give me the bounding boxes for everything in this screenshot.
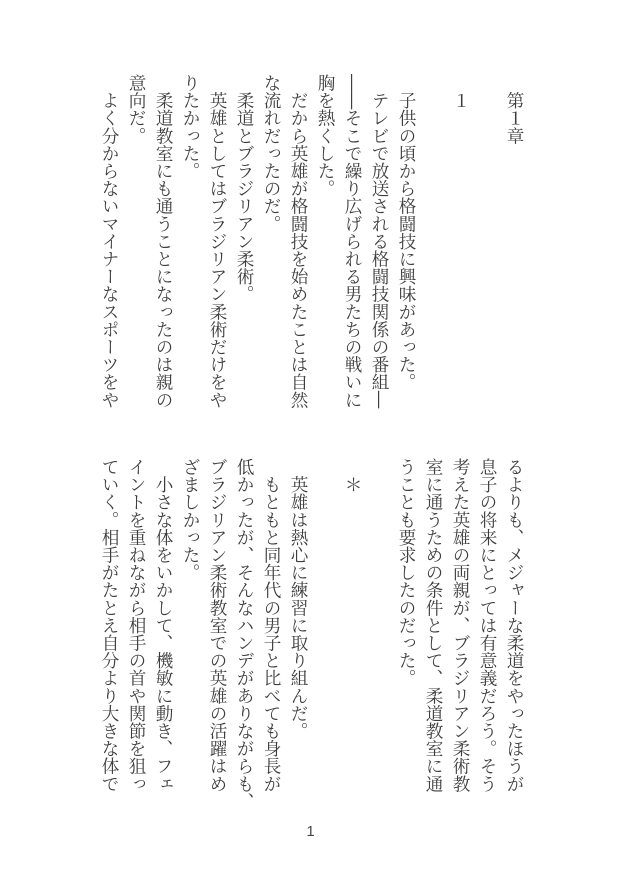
text-column: イントを重ねながら相手の首や関節を狙っ [127, 458, 147, 793]
text-column: 小さな体をいかして、機敏に動き、フェ [154, 458, 174, 793]
text-column: ――そこで繰り広げられる男たちの戦いに [343, 74, 363, 409]
text-column: 子供の頃から格闘技に興味があった。 [397, 74, 417, 391]
text-column: な流れだったのだ。 [262, 74, 282, 233]
text-column: ていく。相手がたとえ自分より大きな体で [100, 458, 120, 793]
text-column: １ [451, 74, 471, 110]
text-column: 第１章 [505, 74, 525, 145]
text-column [474, 74, 501, 409]
text-column: 低かったが、そんなハンデがありながらも、 [235, 458, 255, 810]
text-column [420, 74, 447, 409]
text-column: りたかった。 [181, 74, 201, 180]
text-column: ＊ [343, 458, 363, 494]
text-column: 柔道とブラジリアン柔術。 [235, 74, 255, 303]
page-number: 1 [306, 823, 315, 840]
text-column: ざましかった。 [181, 458, 201, 582]
text-column: 柔道教室にも通うことになったのは親の [154, 74, 174, 409]
text-column: もともと同年代の男子と比べても身長が [262, 458, 282, 793]
bottom-text-block [96, 458, 528, 810]
text-column: よく分からないマイナーなスポーツをや [100, 74, 120, 409]
text-column: だから英雄が格闘技を始めたことは自然 [289, 74, 309, 409]
text-column: 英雄としてはブラジリアン柔術だけをや [208, 74, 228, 409]
text-column: 英雄は熱心に練習に取り組んだ。 [289, 458, 309, 740]
text-column: るよりも、メジャーな柔道をやったほうが [505, 458, 525, 793]
text-column: ブラジリアン柔術教室での英雄の活躍はめ [208, 458, 228, 793]
text-column [312, 458, 339, 793]
top-text-block [96, 74, 528, 409]
text-column: 室に通うための条件として、柔道教室に通 [424, 458, 444, 793]
text-column: うことも要求したのだった。 [397, 458, 417, 687]
text-column [366, 458, 393, 793]
text-column: 考えた英雄の両親が、ブラジリアン柔術教 [451, 458, 471, 793]
text-column: 意向だ。 [127, 74, 147, 145]
text-column: 息子の将来にとっては有意義だろう。そう [478, 458, 498, 793]
text-column: テレビで放送される格闘技関係の番組― [370, 74, 390, 409]
text-column: 胸を熱くした。 [316, 74, 336, 198]
